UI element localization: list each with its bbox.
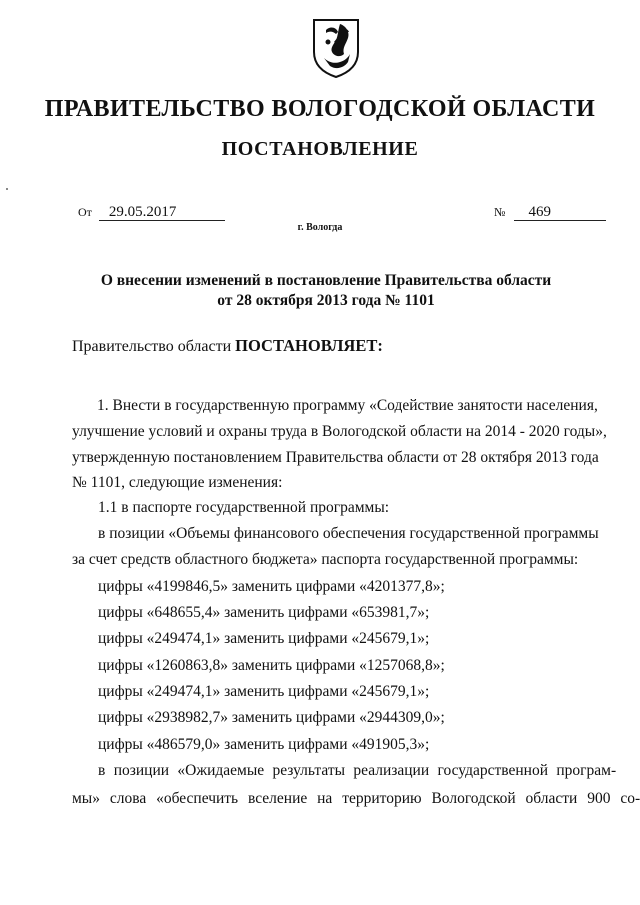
- list-item: цифры «249474,1» заменить цифрами «245679,1»;: [98, 630, 430, 647]
- subject-line-1: О внесении изменений в постановление Правительства области: [100, 272, 552, 289]
- paragraph-line: за счет средств областного бюджета» паспорта государственной программы:: [72, 551, 579, 568]
- number-field: [494, 204, 606, 221]
- subject-line-2: от 28 октября 2013 года № 1101: [217, 292, 435, 309]
- paragraph-line: улучшение условий и охраны труда в Вологодской области на 2014 - 2020 годы»,: [72, 423, 607, 440]
- list-item: цифры «4199846,5» заменить цифрами «4201377,8»;: [98, 578, 445, 595]
- number-value: 469: [514, 204, 606, 221]
- paragraph-line: утвержденную постановлением Правительства области от 28 октября 2013 года: [72, 449, 599, 466]
- date-field: [78, 204, 225, 221]
- vologda-coat-of-arms-icon: [312, 18, 360, 78]
- resolve-prefix: Правительство области: [72, 338, 232, 355]
- resolve-keyword: ПОСТАНОВЛЯЕТ:: [235, 336, 383, 355]
- document-type: ПОСТАНОВЛЕНИЕ: [221, 138, 419, 160]
- paragraph-line: 1.1 в паспорте государственной программы:: [98, 499, 390, 516]
- list-item: цифры «648655,4» заменить цифрами «653981,7»;: [98, 604, 430, 621]
- city-label: г. Вологда: [297, 222, 343, 233]
- document-subject: [96, 271, 556, 311]
- scan-speck: [6, 188, 8, 190]
- resolve-statement: [72, 336, 383, 356]
- paragraph-line: в позиции «Объемы финансового обеспечения государственной программы: [98, 525, 599, 542]
- paragraph-line: в позиции «Ожидаемые результаты реализации государственной програм-: [98, 762, 617, 779]
- government-title: ПРАВИТЕЛЬСТВО ВОЛОГОДСКОЙ ОБЛАСТИ: [44, 96, 596, 122]
- list-item: цифры «486579,0» заменить цифрами «491905,3»;: [98, 736, 430, 753]
- paragraph-line: мы» слова «обеспечить вселение на территорию Вологодской области 900 со-: [72, 790, 640, 807]
- number-label: №: [494, 205, 506, 219]
- list-item: цифры «1260863,8» заменить цифрами «1257068,8»;: [98, 657, 445, 674]
- list-item: цифры «249474,1» заменить цифрами «245679,1»;: [98, 683, 430, 700]
- paragraph-line: 1. Внести в государственную программу «Содействие занятости населения,: [97, 397, 598, 414]
- date-label: От: [78, 205, 92, 219]
- date-value: 29.05.2017: [99, 204, 225, 221]
- list-item: цифры «2938982,7» заменить цифрами «2944309,0»;: [98, 709, 445, 726]
- paragraph-line: № 1101, следующие изменения:: [72, 474, 283, 491]
